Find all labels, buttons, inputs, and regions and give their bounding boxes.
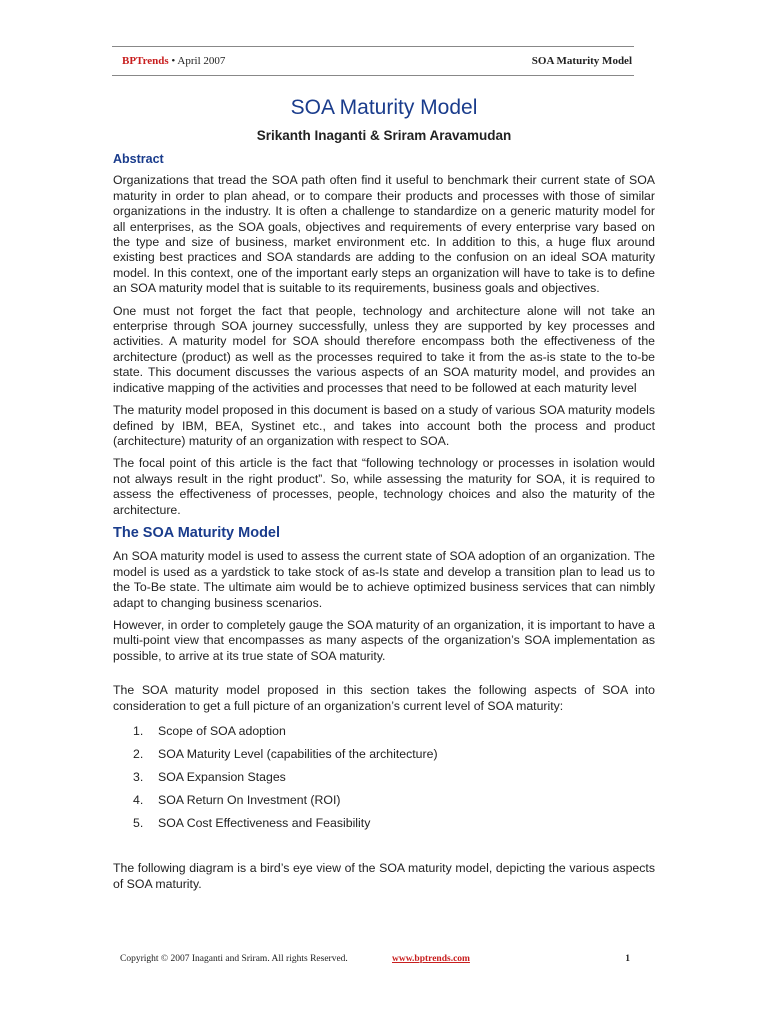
list-item [113,816,655,831]
section-paragraph: The SOA maturity model proposed in this section takes the following aspects of SOA into consideration to get a full picture of an organization’s current level of SOA maturity: [113,683,655,713]
list-text: SOA Return On Investment (ROI) [158,793,341,807]
section-paragraph: However, in order to completely gauge the SOA maturity of an organization, it is important to have a multi-point view that encompasses as many aspects of the organization’s SOA implementation as possible, to arrive at its true state of SOA maturity. [113,617,655,663]
section-heading: The SOA Maturity Model [113,524,281,541]
list-item [113,724,655,739]
abstract-heading: Abstract [113,152,164,166]
abstract-paragraph: The maturity model proposed in this document is based on a study of various SOA maturity models defined by IBM, BEA, Systinet etc., and takes into account both the process and product (architecture) maturity of an organization with respect to SOA. [113,403,655,448]
closing-paragraph: The following diagram is a bird’s eye view of the SOA maturity model, depicting the various aspects of SOA maturity. [113,861,655,891]
page-header [112,46,634,76]
list-item [113,770,655,785]
abstract-paragraph: Organizations that tread the SOA path often find it useful to benchmark their current state of SOA maturity in order to plan ahead, or to compare their products and processes with those of similar organizations in the industry. It is often a challenge to standardize on a generic maturity model for all enterprises, as the SOA goals, objectives and requirements of every enterprise vary based on the type and size of business, market environment etc. In addition to this, a huge flux around existing best practices and SOA standards are adding to the confusion on an ideal SOA maturity model. In this context, one of the important early steps an organization will have to take is to define an SOA maturity model that is suitable to its requirements, business goals and objectives. [113,173,655,296]
list-text: SOA Maturity Level (capabilities of the architecture) [158,747,438,761]
header-left [122,55,225,67]
page-title: SOA Maturity Model [290,96,478,119]
section-paragraph: An SOA maturity model is used to assess the current state of SOA adoption of an organization. The model is used as a yardstick to take stock of as-Is state and develop a transition plan to lead us to the To-Be state. The ultimate aim would be to achieve optimized business services that can nimbly adapt to changing business scenarios. [113,549,655,610]
website-link[interactable]: www.bptrends.com [392,954,470,964]
list-number: 2. [133,747,144,761]
authors: Srikanth Inaganti & Sriram Aravamudan [256,128,512,143]
list-text: Scope of SOA adoption [158,724,286,738]
copyright: Copyright © 2007 Inaganti and Sriram. All rights Reserved. [120,954,348,964]
list-text: SOA Expansion Stages [158,770,286,784]
list-text: SOA Cost Effectiveness and Feasibility [158,816,371,830]
list-number: 5. [133,816,144,830]
document-body [113,152,655,899]
page-number: 1 [625,954,630,964]
page-footer [120,954,630,970]
brand-logo: BPTrends [122,55,169,67]
abstract-paragraph: The focal point of this article is the fact that “following technology or processes in isolation would not always result in the right product”. So, while assessing the maturity for SOA, it is required to assess the effectiveness of processes, people, technology choices and also the maturity of the architecture. [113,456,655,517]
abstract-paragraph: One must not forget the fact that people, technology and architecture alone will not take an enterprise through SOA journey successfully, unless they are supported by key processes and activities. A maturity model for SOA should therefore encompass both the effectiveness of the architecture (product) as well as the processes required to take it from the as-is state to the to-be state. This document discusses the various aspects of an SOA maturity model, and provides an indicative mapping of the activities and processes that need to be followed at each maturity level [113,303,655,395]
aspects-list [113,724,655,831]
list-item [113,793,655,808]
list-number: 3. [133,770,144,784]
list-number: 1. [133,724,144,738]
header-date: • April 2007 [171,55,226,67]
list-number: 4. [133,793,144,807]
header-doc-title: SOA Maturity Model [531,55,632,67]
list-item [113,747,655,762]
